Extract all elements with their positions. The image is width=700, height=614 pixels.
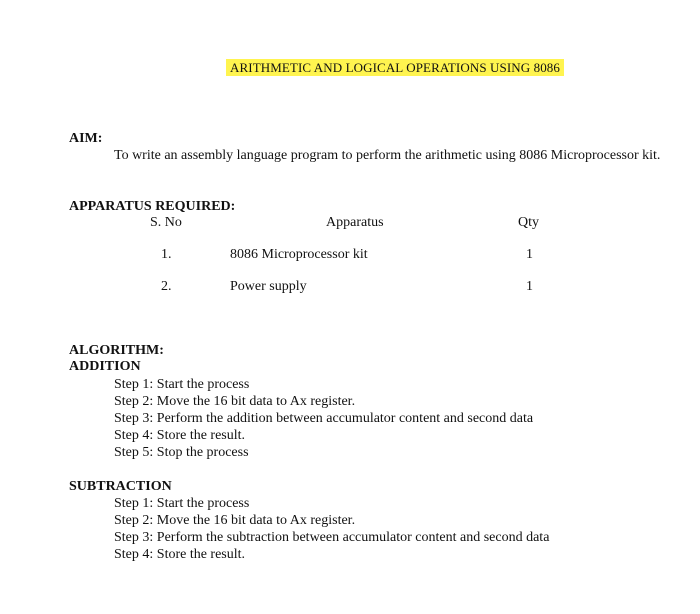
apparatus-heading: APPARATUS REQUIRED: (69, 199, 236, 214)
table-cell-apparatus: 8086 Microprocessor kit (230, 247, 368, 262)
subtraction-heading: SUBTRACTION (69, 479, 172, 494)
subtraction-steps (114, 495, 549, 563)
table-cell-qty: 1 (526, 247, 533, 262)
column-header-qty: Qty (518, 215, 539, 230)
step-item: Step 3: Perform the subtraction between accumulator content and second data (114, 530, 550, 545)
addition-steps (114, 376, 533, 461)
step-item: Step 4: Store the result. (114, 428, 246, 443)
column-header-sno: S. No (150, 215, 182, 230)
table-cell-sno: 2. (161, 279, 172, 294)
table-cell-sno: 1. (161, 247, 172, 262)
document-title: ARITHMETIC AND LOGICAL OPERATIONS USING 8086 (226, 59, 564, 76)
step-item: Step 1: Start the process (114, 496, 250, 511)
step-item: Step 2: Move the 16 bit data to Ax register. (114, 394, 356, 409)
table-cell-apparatus: Power supply (230, 279, 307, 294)
aim-heading: AIM: (69, 131, 103, 146)
algorithm-heading: ALGORITHM: (69, 343, 164, 358)
column-header-apparatus: Apparatus (326, 215, 384, 230)
step-item: Step 3: Perform the addition between accumulator content and second data (114, 411, 534, 426)
step-item: Step 4: Store the result. (114, 547, 246, 562)
step-item: Step 1: Start the process (114, 377, 250, 392)
addition-heading: ADDITION (69, 359, 141, 374)
step-item: Step 2: Move the 16 bit data to Ax register. (114, 513, 356, 528)
aim-text: To write an assembly language program to perform the arithmetic using 8086 Microprocessor kit. (114, 148, 661, 163)
step-item: Step 5: Stop the process (114, 445, 249, 460)
table-cell-qty: 1 (526, 279, 533, 294)
